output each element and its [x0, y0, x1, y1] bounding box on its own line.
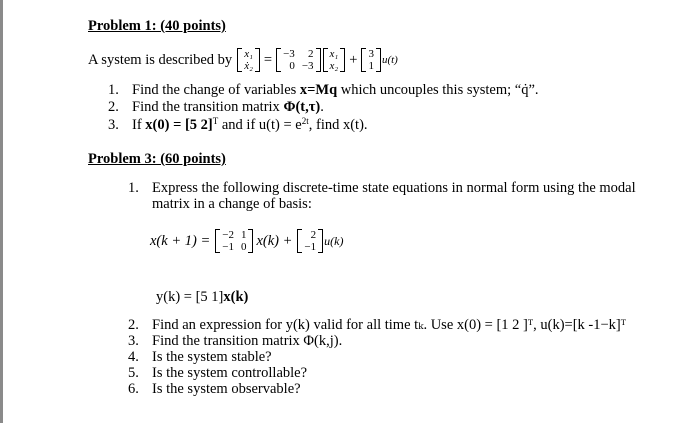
- problem-3-item-3: 3. Find the transition matrix Φ(k,j).: [128, 333, 343, 349]
- state-vector: x₁ x₂: [323, 48, 346, 72]
- problem-3-item-4: 4. Is the system stable?: [128, 349, 272, 365]
- input-u-t: u(t): [381, 54, 398, 66]
- a-matrix-discrete: −2 1 −1 0: [215, 229, 253, 253]
- problem-1-item-2: 2. Find the transition matrix Φ(t,τ).: [108, 99, 324, 115]
- intro-text: A system is described by: [88, 51, 233, 68]
- b-matrix: 3 1: [361, 48, 381, 72]
- problem-3-item-1-line-2: matrix in a change of basis:: [152, 196, 312, 212]
- output-equation: y(k) = [5 1]x(k): [156, 289, 249, 305]
- eq-mid: x(k) +: [256, 232, 293, 249]
- state-equation: [150, 229, 343, 253]
- state-derivative-vector: x₁ ẋ₂: [237, 48, 260, 72]
- problem-1-heading: Problem 1: (40 points): [88, 18, 226, 34]
- problem-3-item-2: 2. Find an expression for y(k) valid for all time tₖ. Use x(0) = [1 2 ]ᵀ, u(k)=[k -1−k]ᵀ: [128, 317, 627, 333]
- problem-1-item-3: 3. If x(0) = [5 2]$^T$ and if $u(t) = e^{2t}$, find x(t).: [108, 116, 368, 133]
- input-u-k: u(k): [324, 233, 344, 248]
- problem-3-heading: Problem 3: (60 points): [88, 151, 226, 167]
- eq-lhs: x(k + 1) =: [150, 232, 211, 249]
- page-left-edge: [0, 0, 3, 423]
- problem-3-item-1-line-1: 1. Express the following discrete-time state equations in normal form using the modal: [128, 180, 636, 196]
- problem-1-statement: A system is described by x₁ ẋ₂ = −3 2 0 −3 x₁ x₂ + 3 1 u(t): [88, 48, 398, 72]
- problem-3-item-6: 6. Is the system observable?: [128, 381, 301, 397]
- problem-1-item-1: 1. Find the change of variables x=Mq which uncouples this system; “q̇”.: [108, 82, 539, 98]
- a-matrix: −3 2 0 −3: [276, 48, 320, 72]
- b-matrix-discrete: 2 −1: [297, 229, 323, 253]
- problem-3-item-5: 5. Is the system controllable?: [128, 365, 308, 381]
